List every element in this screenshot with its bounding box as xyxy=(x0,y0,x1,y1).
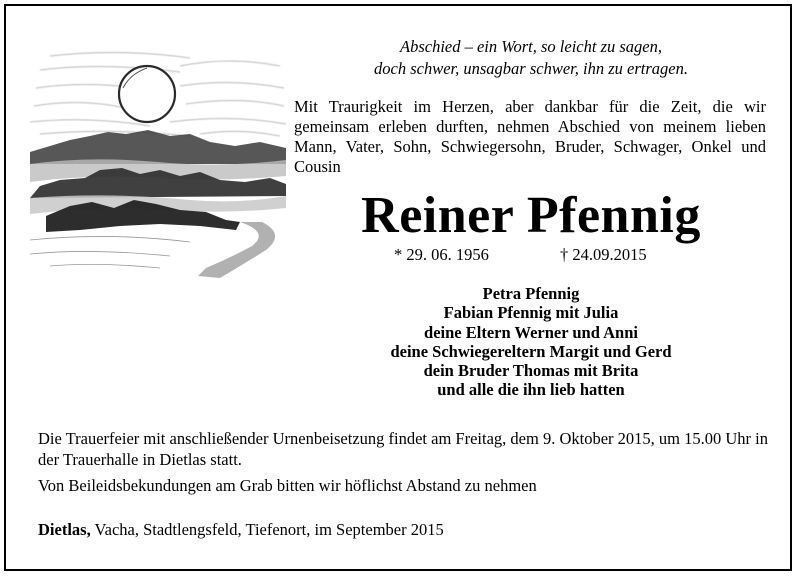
deceased-name: Reiner Pfennig xyxy=(361,187,701,244)
mourners-list xyxy=(292,284,770,400)
mourner-line: deine Schwiegereltern Margit und Gerd xyxy=(390,341,672,361)
intro-text: Mit Traurigkeit im Herzen, aber dankbar für die Zeit, die wir gemeinsam erleben durften, nehmen Abschied von meinem lieben Mann, Vater, Sohn, Schwiegersohn, Bruder, Schwager, Onkel und Cousin xyxy=(294,97,766,176)
mourner-line: Petra Pfennig xyxy=(482,284,580,303)
verse-line: Abschied – ein Wort, so leicht zu sagen, xyxy=(400,37,662,56)
death-date: † 24.09.2015 xyxy=(560,245,647,264)
funeral-service-text: Die Trauerfeier mit anschließender Urnenbeisetzung findet am Freitag, dem 9. Oktober 2015, um 15.00 Uhr in der Trauerhalle in Dietlas statt. xyxy=(38,429,768,469)
main-town: Dietlas, xyxy=(38,520,91,539)
farewell-verse xyxy=(292,36,770,80)
sun-over-hills-sketch-icon xyxy=(30,36,286,278)
mourner-line: Fabian Pfennig mit Julia xyxy=(443,303,619,323)
condolence-request-text: Von Beileidsbekundungen am Grab bitten wir höflichst Abstand zu nehmen xyxy=(38,476,537,495)
birth-date: * 29. 06. 1956 xyxy=(394,245,489,264)
mourner-line: dein Bruder Thomas mit Brita xyxy=(423,361,639,381)
mourner-line: deine Eltern Werner und Anni xyxy=(424,322,638,342)
place-and-date-line xyxy=(38,519,444,540)
verse-line: doch schwer, unsagbar schwer, ihn zu ertragen. xyxy=(374,59,688,78)
mourner-line: und alle die ihn lieb hatten xyxy=(437,380,625,400)
towns-and-date: Vacha, Stadtlengsfeld, Tiefenort, im September 2015 xyxy=(90,520,444,539)
